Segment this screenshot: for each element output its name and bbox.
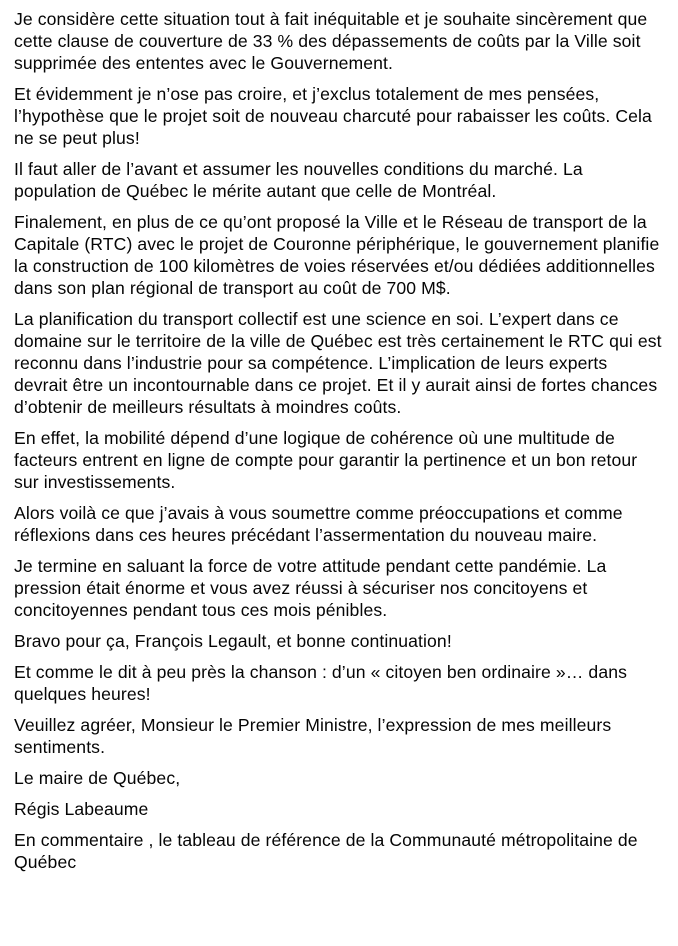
signature-title: Le maire de Québec, xyxy=(14,768,181,788)
signature-name: Régis Labeaume xyxy=(14,799,149,819)
paragraph-voies-reservees: Finalement, en plus de ce qu’ont proposé la Ville et le Réseau de transport de la Capitale (RTC) avec le projet de Couronne périphérique, le gouvernement planifie la construction de 100 kilomètres de voies réservées et/ou dédiées additionnelles dans son plan régional de transport au coût de 700 M$. xyxy=(14,212,660,298)
paragraph-conditions-marche: Il faut aller de l’avant et assumer les nouvelles conditions du marché. La population de Québec le mérite autant que celle de Montréal. xyxy=(14,159,583,201)
paragraph-chanson: Et comme le dit à peu près la chanson : d’un « citoyen ben ordinaire »… dans quelques heures! xyxy=(14,662,627,704)
paragraph-clause-couverture: Je considère cette situation tout à fait inéquitable et je souhaite sincèrement que cette clause de couverture de 33 % des dépassements de coûts par la Ville soit supprimée des ententes avec le Gouvernement. xyxy=(14,9,648,73)
paragraph-mobilite: En effet, la mobilité dépend d’une logique de cohérence où une multitude de facteurs entrent en ligne de compte pour garantir la pertinence et un bon retour sur investissements. xyxy=(14,428,638,492)
paragraph-hypothese-projet: Et évidemment je n’ose pas croire, et j’exclus totalement de mes pensées, l’hypothèse que le projet soit de nouveau charcuté pour rabaisser les coûts. Cela ne se peut plus! xyxy=(14,84,652,148)
paragraph-commentaire: En commentaire , le tableau de référence de la Communauté métropolitaine de Québec xyxy=(14,830,638,872)
paragraph-bravo: Bravo pour ça, François Legault, et bonne continuation! xyxy=(14,631,452,651)
paragraph-salutation: Veuillez agréer, Monsieur le Premier Ministre, l’expression de mes meilleurs sentiments. xyxy=(14,715,612,757)
paragraph-preoccupations: Alors voilà ce que j’avais à vous soumettre comme préoccupations et comme réflexions dans ces heures précédant l’assermentation du nouveau maire. xyxy=(14,503,623,545)
paragraph-pandemie: Je termine en saluant la force de votre attitude pendant cette pandémie. La pression était énorme et vous avez réussi à sécuriser nos concitoyens et concitoyennes pendant tous ces mois pénibles. xyxy=(14,556,607,620)
paragraph-planification-transport: La planification du transport collectif est une science en soi. L’expert dans ce domaine sur le territoire de la ville de Québec est très certainement le RTC qui est reconnu dans l’industrie pour sa compétence. L’implication de leurs experts devrait être un incontournable dans ce projet. Et il y aurait ainsi de fortes chances d’obtenir de meilleurs résultats à moindres coûts. xyxy=(14,309,662,417)
post-body xyxy=(14,8,664,882)
